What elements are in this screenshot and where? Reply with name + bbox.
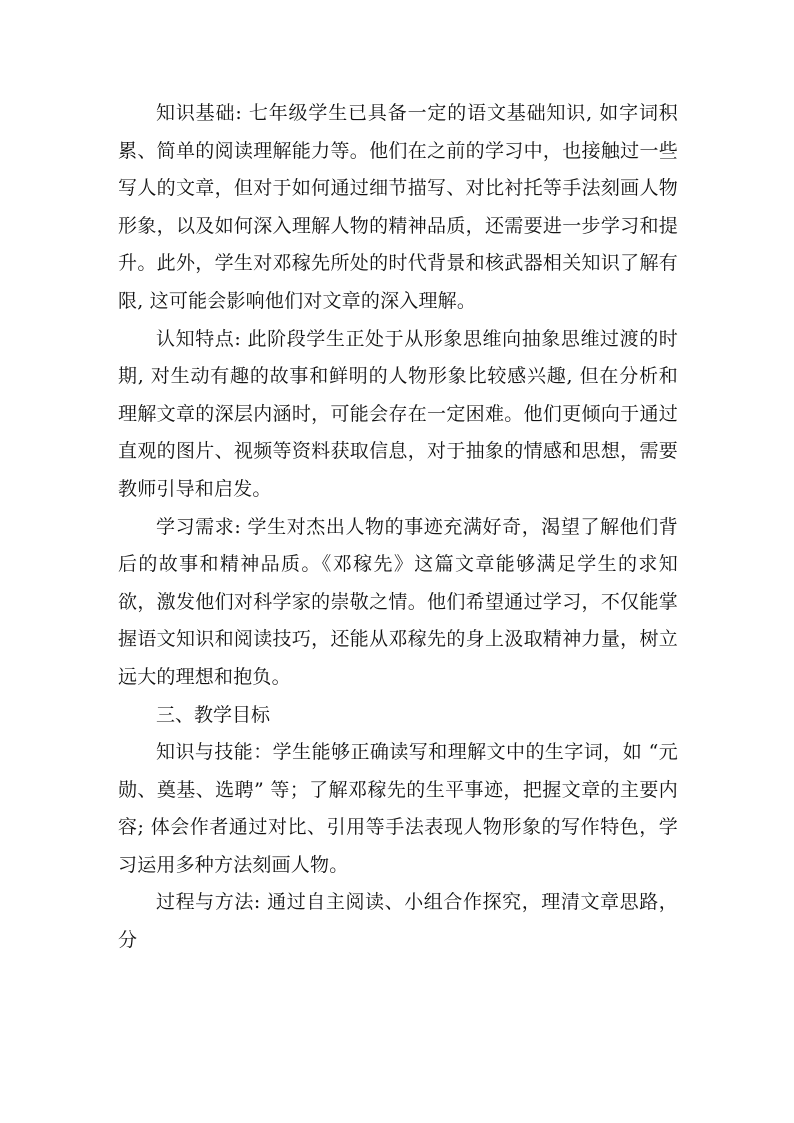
- document-page: [118, 95, 678, 960]
- paragraph-learning-needs: 学习需求: 学生对杰出人物的事迹充满好奇，渴望了解他们背后的故事和精神品质。《邓稼先》这篇文章能够满足学生的求知欲，激发他们对科学家的崇敬之情。他们希望通过学习，不仅能掌握语文知识和阅读技巧，还能从邓稼先的身上汲取精神力量，树立远大的理想和抱负。: [118, 515, 678, 688]
- section-heading-teaching-goals: 三、教学目标: [156, 703, 271, 726]
- paragraph-knowledge-skills: 知识与技能：学生能够正确读写和理解文中的生字词，如 “元勋、奠基、选聘” 等；了解邓稼先的生平事迹，把握文章的主要内容; 体会作者通过对比、引用等手法表现人物形象的写作特色，学习运用多种方法刻画人物。: [118, 741, 678, 876]
- paragraph-process-methods: 过程与方法: 通过自主阅读、小组合作探究，理清文章思路，分: [118, 891, 678, 952]
- paragraph-cognitive-traits: 认知特点: 此阶段学生正处于从形象思维向抽象思维过渡的时期, 对生动有趣的故事和鲜明的人物形象比较感兴趣, 但在分析和理解文章的深层内涵时，可能会存在一定困难。他们更倾向于通过直观的图片、视频等资料获取信息，对于抽象的情感和思想，需要教师引导和启发。: [118, 327, 678, 500]
- paragraph-knowledge-base: 知识基础: 七年级学生已具备一定的语文基础知识, 如字词积累、简单的阅读理解能力等。他们在之前的学习中，也接触过一些写人的文章，但对于如何通过细节描写、对比衬托等手法刻画人物形象，以及如何深入理解人物的精神品质，还需要进一步学习和提升。此外，学生对邓稼先所处的时代背景和核武器相关知识了解有限, 这可能会影响他们对文章的深入理解。: [118, 102, 678, 312]
